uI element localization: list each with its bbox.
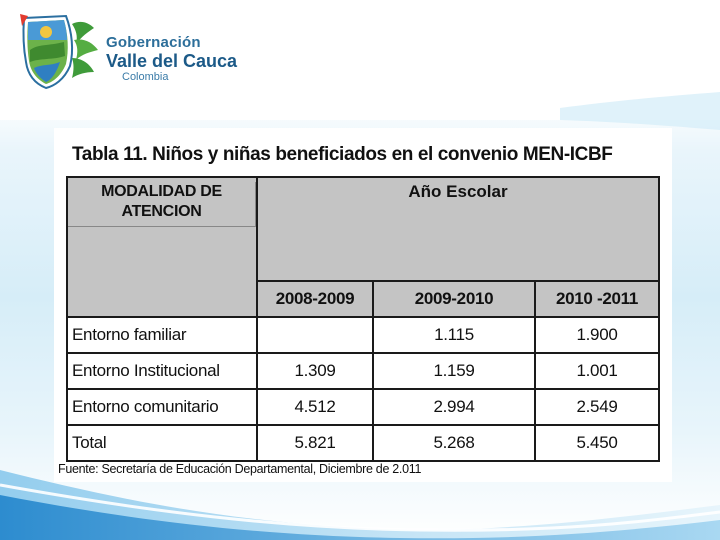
beneficiaries-table xyxy=(66,176,660,462)
row-label: Total xyxy=(67,425,257,461)
table-card xyxy=(54,128,672,482)
row-label: Entorno Institucional xyxy=(67,353,257,389)
year-header: 2008-2009 xyxy=(257,281,373,317)
table-row-total xyxy=(67,425,659,461)
table-row xyxy=(67,353,659,389)
logo-valle-del-cauca: Valle del Cauca xyxy=(106,51,238,71)
cell-value: 5.821 xyxy=(257,425,373,461)
cell-value: 1.309 xyxy=(257,353,373,389)
logo-gobernacion: Gobernación xyxy=(106,34,201,51)
year-group-header: Año Escolar xyxy=(257,177,659,281)
cell-value: 5.450 xyxy=(535,425,659,461)
cell-value xyxy=(257,317,373,353)
logo-text xyxy=(106,34,237,83)
table-title: Tabla 11. Niños y niñas beneficiados en el convenio MEN-ICBF xyxy=(72,144,613,165)
modalidad-header xyxy=(67,177,257,317)
table-row xyxy=(67,317,659,353)
cell-value: 1.900 xyxy=(535,317,659,353)
source-note: Fuente: Secretaría de Educación Departamental, Diciembre de 2.011 xyxy=(58,462,422,476)
row-label: Entorno familiar xyxy=(67,317,257,353)
cell-value: 5.268 xyxy=(373,425,535,461)
cell-value: 4.512 xyxy=(257,389,373,425)
year-header: 2010 -2011 xyxy=(535,281,659,317)
table-header-row xyxy=(67,177,659,281)
cell-value: 2.994 xyxy=(373,389,535,425)
cell-value: 1.115 xyxy=(373,317,535,353)
cell-value: 1.001 xyxy=(535,353,659,389)
coat-of-arms-icon xyxy=(18,10,104,90)
table-row xyxy=(67,389,659,425)
logo-colombia: Colombia xyxy=(122,71,169,83)
logo xyxy=(18,10,258,90)
cell-value: 2.549 xyxy=(535,389,659,425)
row-label: Entorno comunitario xyxy=(67,389,257,425)
cell-value: 1.159 xyxy=(373,353,535,389)
year-header: 2009-2010 xyxy=(373,281,535,317)
modalidad-header-label: MODALIDAD DE ATENCION xyxy=(68,182,256,227)
